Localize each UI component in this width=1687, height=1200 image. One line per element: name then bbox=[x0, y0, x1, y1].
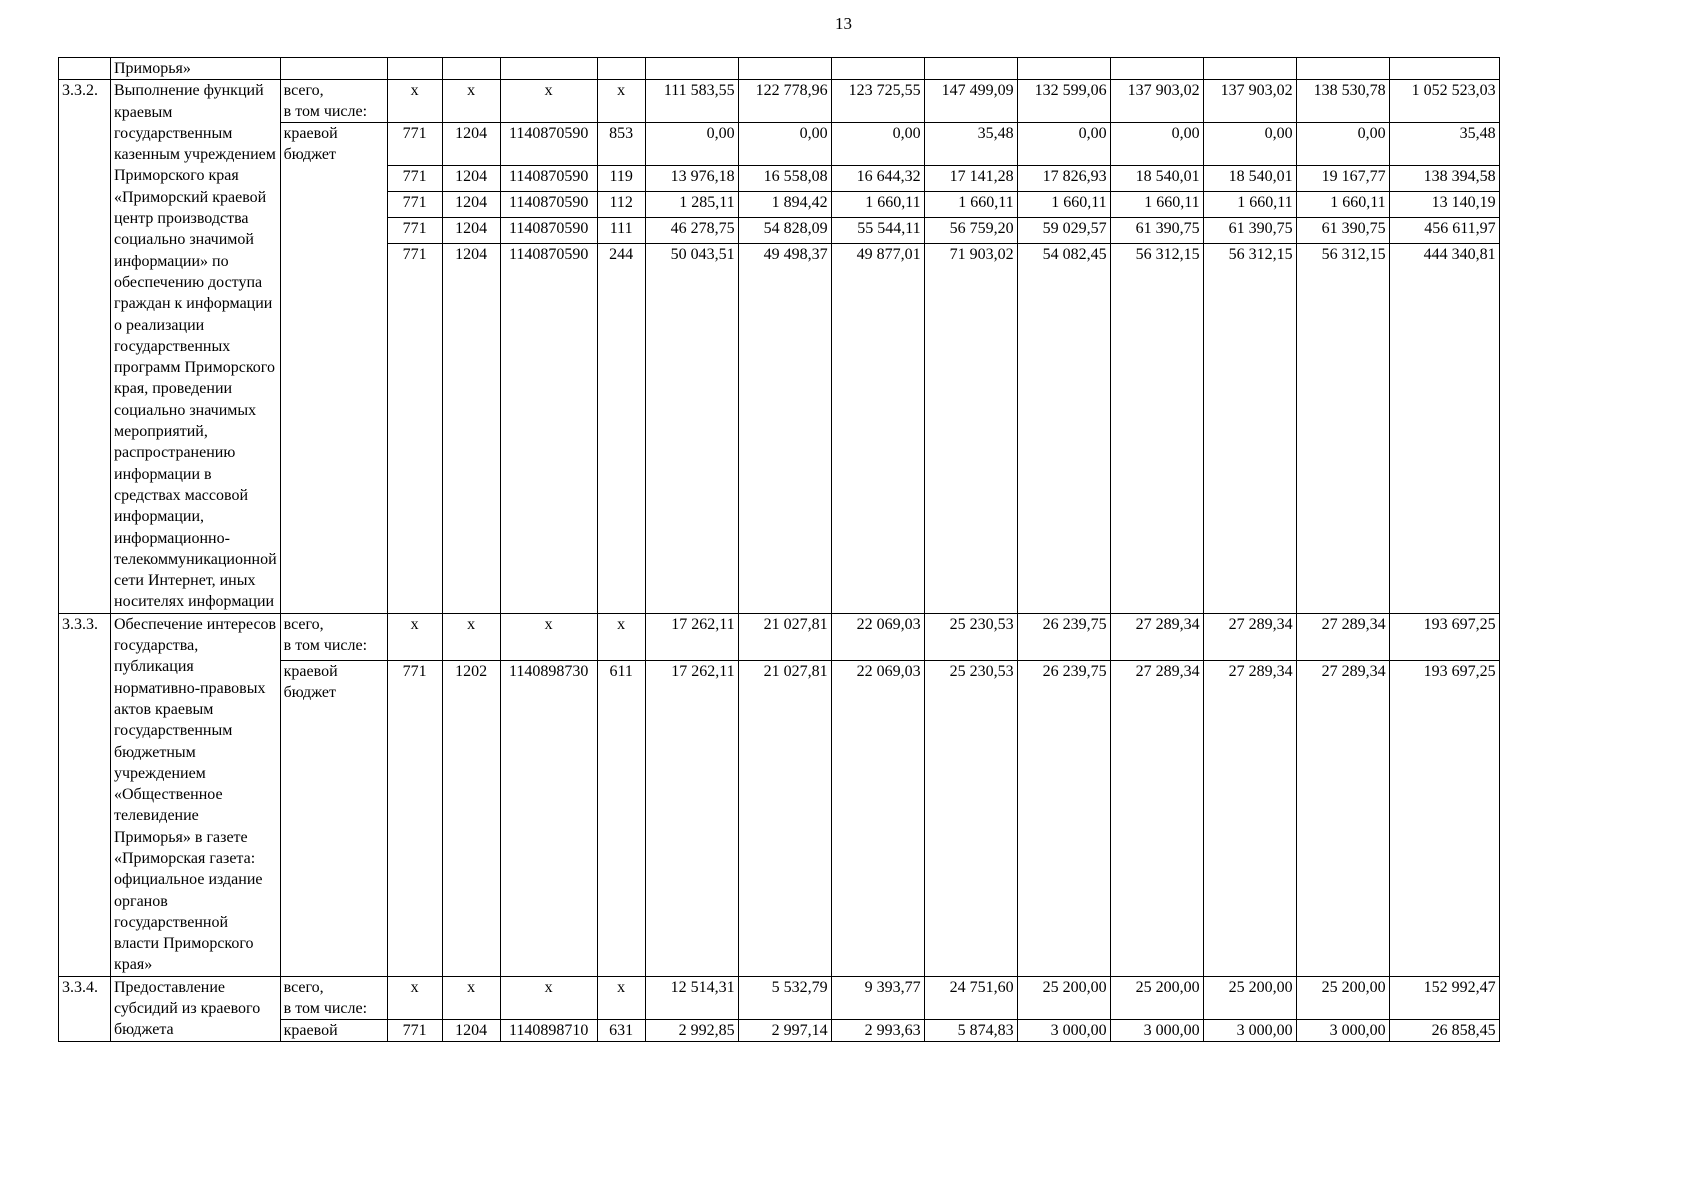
expense-code-cell: 119 bbox=[597, 165, 645, 191]
total-target-code: x bbox=[500, 976, 597, 1019]
total-year-3: 9 393,77 bbox=[831, 976, 924, 1019]
total-expense-code: x bbox=[597, 613, 645, 660]
year-3-cell: 55 544,11 bbox=[831, 217, 924, 243]
continuation-row bbox=[59, 58, 1500, 80]
year-4-cell: 71 903,02 bbox=[924, 243, 1017, 613]
section-description: Обеспечение интересов государства, публикация нормативно-правовых актов краевым государственным бюджетным учреждением «Общественное телевидение Приморья» в газете «Приморская газета: официальное издание органов государственной власти Приморского края» bbox=[111, 613, 281, 976]
total-year-3: 123 725,55 bbox=[831, 80, 924, 123]
total-section-code: x bbox=[442, 976, 500, 1019]
owner-code-cell: 771 bbox=[387, 217, 442, 243]
year-7-cell: 18 540,01 bbox=[1203, 165, 1296, 191]
section-description: Предоставление субсидий из краевого бюджета bbox=[111, 976, 281, 1041]
year-2-cell: 1 894,42 bbox=[738, 191, 831, 217]
total-cell: 26 858,45 bbox=[1389, 1019, 1499, 1041]
total-cell: 444 340,81 bbox=[1389, 243, 1499, 613]
funding-source: краевой бюджет bbox=[280, 660, 387, 976]
total-year-2: 21 027,81 bbox=[738, 613, 831, 660]
year-7-cell: 61 390,75 bbox=[1203, 217, 1296, 243]
section-code-cell: 1204 bbox=[442, 217, 500, 243]
total-year-2: 122 778,96 bbox=[738, 80, 831, 123]
year-2-cell: 54 828,09 bbox=[738, 217, 831, 243]
year-7-cell: 27 289,34 bbox=[1203, 660, 1296, 976]
year-3-cell: 22 069,03 bbox=[831, 660, 924, 976]
total-label: всего, в том числе: bbox=[280, 976, 387, 1019]
total-year-4: 147 499,09 bbox=[924, 80, 1017, 123]
year-8-cell: 61 390,75 bbox=[1296, 217, 1389, 243]
year-2-cell: 0,00 bbox=[738, 123, 831, 165]
total-year-6: 25 200,00 bbox=[1110, 976, 1203, 1019]
year-1-cell: 1 285,11 bbox=[645, 191, 738, 217]
year-6-cell: 27 289,34 bbox=[1110, 660, 1203, 976]
section-code-cell: 1204 bbox=[442, 243, 500, 613]
year-8-cell: 1 660,11 bbox=[1296, 191, 1389, 217]
total-total: 1 052 523,03 bbox=[1389, 80, 1499, 123]
target-code-cell: 1140898710 bbox=[500, 1019, 597, 1041]
total-year-6: 137 903,02 bbox=[1110, 80, 1203, 123]
year-7-cell: 1 660,11 bbox=[1203, 191, 1296, 217]
total-year-5: 26 239,75 bbox=[1017, 613, 1110, 660]
total-year-7: 27 289,34 bbox=[1203, 613, 1296, 660]
owner-code-cell: 771 bbox=[387, 243, 442, 613]
year-3-cell: 2 993,63 bbox=[831, 1019, 924, 1041]
budget-table bbox=[58, 57, 1500, 1042]
expense-code-cell: 244 bbox=[597, 243, 645, 613]
owner-code-cell: 771 bbox=[387, 191, 442, 217]
target-code-cell: 1140870590 bbox=[500, 191, 597, 217]
target-code-cell: 1140870590 bbox=[500, 123, 597, 165]
total-cell: 456 611,97 bbox=[1389, 217, 1499, 243]
expense-code-cell: 631 bbox=[597, 1019, 645, 1041]
total-label: всего, в том числе: bbox=[280, 613, 387, 660]
total-section-code: x bbox=[442, 613, 500, 660]
year-8-cell: 0,00 bbox=[1296, 123, 1389, 165]
total-year-8: 27 289,34 bbox=[1296, 613, 1389, 660]
target-code-cell: 1140870590 bbox=[500, 217, 597, 243]
code-cell bbox=[59, 58, 111, 80]
total-year-1: 12 514,31 bbox=[645, 976, 738, 1019]
total-year-8: 25 200,00 bbox=[1296, 976, 1389, 1019]
expense-code-cell: 111 bbox=[597, 217, 645, 243]
total-owner-code: x bbox=[387, 613, 442, 660]
year-2-cell: 49 498,37 bbox=[738, 243, 831, 613]
total-year-3: 22 069,03 bbox=[831, 613, 924, 660]
year-6-cell: 61 390,75 bbox=[1110, 217, 1203, 243]
funding-source: краевой бюджет bbox=[280, 123, 387, 613]
total-owner-code: x bbox=[387, 976, 442, 1019]
year-5-cell: 0,00 bbox=[1017, 123, 1110, 165]
year-1-cell: 2 992,85 bbox=[645, 1019, 738, 1041]
year-4-cell: 35,48 bbox=[924, 123, 1017, 165]
section-description: Выполнение функций краевым государственным казенным учреждением Приморского края «Приморский краевой центр производства социально значимой информации» по обеспечению доступа граждан к информации о реализации государственных программ Приморского края, проведении социально значимых мероприятий, распространению информации в средствах массовой информации, информационно-телекоммуникационной сети Интернет, иных носителях информации bbox=[111, 80, 281, 613]
total-target-code: x bbox=[500, 80, 597, 123]
total-owner-code: x bbox=[387, 80, 442, 123]
year-8-cell: 3 000,00 bbox=[1296, 1019, 1389, 1041]
year-4-cell: 17 141,28 bbox=[924, 165, 1017, 191]
section-code-cell: 1204 bbox=[442, 123, 500, 165]
total-section-code: x bbox=[442, 80, 500, 123]
section-code-cell: 3.3.4. bbox=[59, 976, 111, 1041]
section-total-row bbox=[59, 613, 1500, 660]
target-code-cell: 1140870590 bbox=[500, 243, 597, 613]
year-6-cell: 1 660,11 bbox=[1110, 191, 1203, 217]
year-3-cell: 0,00 bbox=[831, 123, 924, 165]
total-total: 193 697,25 bbox=[1389, 613, 1499, 660]
page-number: 13 bbox=[835, 14, 852, 33]
year-3-cell: 49 877,01 bbox=[831, 243, 924, 613]
funding-source: краевой bbox=[280, 1019, 387, 1041]
year-7-cell: 0,00 bbox=[1203, 123, 1296, 165]
section-total-row bbox=[59, 80, 1500, 123]
total-year-4: 24 751,60 bbox=[924, 976, 1017, 1019]
continuation-label: Приморья» bbox=[111, 58, 281, 80]
year-5-cell: 54 082,45 bbox=[1017, 243, 1110, 613]
expense-code-cell: 112 bbox=[597, 191, 645, 217]
year-6-cell: 56 312,15 bbox=[1110, 243, 1203, 613]
total-cell: 35,48 bbox=[1389, 123, 1499, 165]
year-4-cell: 1 660,11 bbox=[924, 191, 1017, 217]
section-code-cell: 1202 bbox=[442, 660, 500, 976]
year-1-cell: 13 976,18 bbox=[645, 165, 738, 191]
table-body bbox=[59, 58, 1500, 1042]
owner-code-cell: 771 bbox=[387, 1019, 442, 1041]
year-7-cell: 3 000,00 bbox=[1203, 1019, 1296, 1041]
total-year-5: 25 200,00 bbox=[1017, 976, 1110, 1019]
year-4-cell: 56 759,20 bbox=[924, 217, 1017, 243]
total-year-1: 17 262,11 bbox=[645, 613, 738, 660]
year-3-cell: 1 660,11 bbox=[831, 191, 924, 217]
total-year-1: 111 583,55 bbox=[645, 80, 738, 123]
total-year-6: 27 289,34 bbox=[1110, 613, 1203, 660]
expense-code-cell: 853 bbox=[597, 123, 645, 165]
section-code-cell: 1204 bbox=[442, 1019, 500, 1041]
total-year-7: 25 200,00 bbox=[1203, 976, 1296, 1019]
year-3-cell: 16 644,32 bbox=[831, 165, 924, 191]
total-cell: 13 140,19 bbox=[1389, 191, 1499, 217]
total-total: 152 992,47 bbox=[1389, 976, 1499, 1019]
expense-code-cell: 611 bbox=[597, 660, 645, 976]
year-1-cell: 50 043,51 bbox=[645, 243, 738, 613]
year-6-cell: 3 000,00 bbox=[1110, 1019, 1203, 1041]
total-expense-code: x bbox=[597, 80, 645, 123]
year-8-cell: 56 312,15 bbox=[1296, 243, 1389, 613]
total-cell: 138 394,58 bbox=[1389, 165, 1499, 191]
year-1-cell: 17 262,11 bbox=[645, 660, 738, 976]
year-4-cell: 5 874,83 bbox=[924, 1019, 1017, 1041]
year-2-cell: 2 997,14 bbox=[738, 1019, 831, 1041]
year-5-cell: 3 000,00 bbox=[1017, 1019, 1110, 1041]
section-total-row bbox=[59, 976, 1500, 1019]
year-5-cell: 17 826,93 bbox=[1017, 165, 1110, 191]
total-label: всего, в том числе: bbox=[280, 80, 387, 123]
target-code-cell: 1140898730 bbox=[500, 660, 597, 976]
target-code-cell: 1140870590 bbox=[500, 165, 597, 191]
section-code-cell: 3.3.2. bbox=[59, 80, 111, 613]
total-year-4: 25 230,53 bbox=[924, 613, 1017, 660]
total-year-8: 138 530,78 bbox=[1296, 80, 1389, 123]
total-year-2: 5 532,79 bbox=[738, 976, 831, 1019]
year-6-cell: 18 540,01 bbox=[1110, 165, 1203, 191]
year-1-cell: 46 278,75 bbox=[645, 217, 738, 243]
total-expense-code: x bbox=[597, 976, 645, 1019]
section-code-cell: 3.3.3. bbox=[59, 613, 111, 976]
year-8-cell: 19 167,77 bbox=[1296, 165, 1389, 191]
total-cell: 193 697,25 bbox=[1389, 660, 1499, 976]
year-1-cell: 0,00 bbox=[645, 123, 738, 165]
year-6-cell: 0,00 bbox=[1110, 123, 1203, 165]
year-7-cell: 56 312,15 bbox=[1203, 243, 1296, 613]
owner-code-cell: 771 bbox=[387, 123, 442, 165]
year-4-cell: 25 230,53 bbox=[924, 660, 1017, 976]
owner-code-cell: 771 bbox=[387, 660, 442, 976]
total-year-5: 132 599,06 bbox=[1017, 80, 1110, 123]
year-2-cell: 21 027,81 bbox=[738, 660, 831, 976]
section-code-cell: 1204 bbox=[442, 165, 500, 191]
section-code-cell: 1204 bbox=[442, 191, 500, 217]
total-year-7: 137 903,02 bbox=[1203, 80, 1296, 123]
year-5-cell: 26 239,75 bbox=[1017, 660, 1110, 976]
year-5-cell: 59 029,57 bbox=[1017, 217, 1110, 243]
year-8-cell: 27 289,34 bbox=[1296, 660, 1389, 976]
year-2-cell: 16 558,08 bbox=[738, 165, 831, 191]
year-5-cell: 1 660,11 bbox=[1017, 191, 1110, 217]
owner-code-cell: 771 bbox=[387, 165, 442, 191]
total-target-code: x bbox=[500, 613, 597, 660]
